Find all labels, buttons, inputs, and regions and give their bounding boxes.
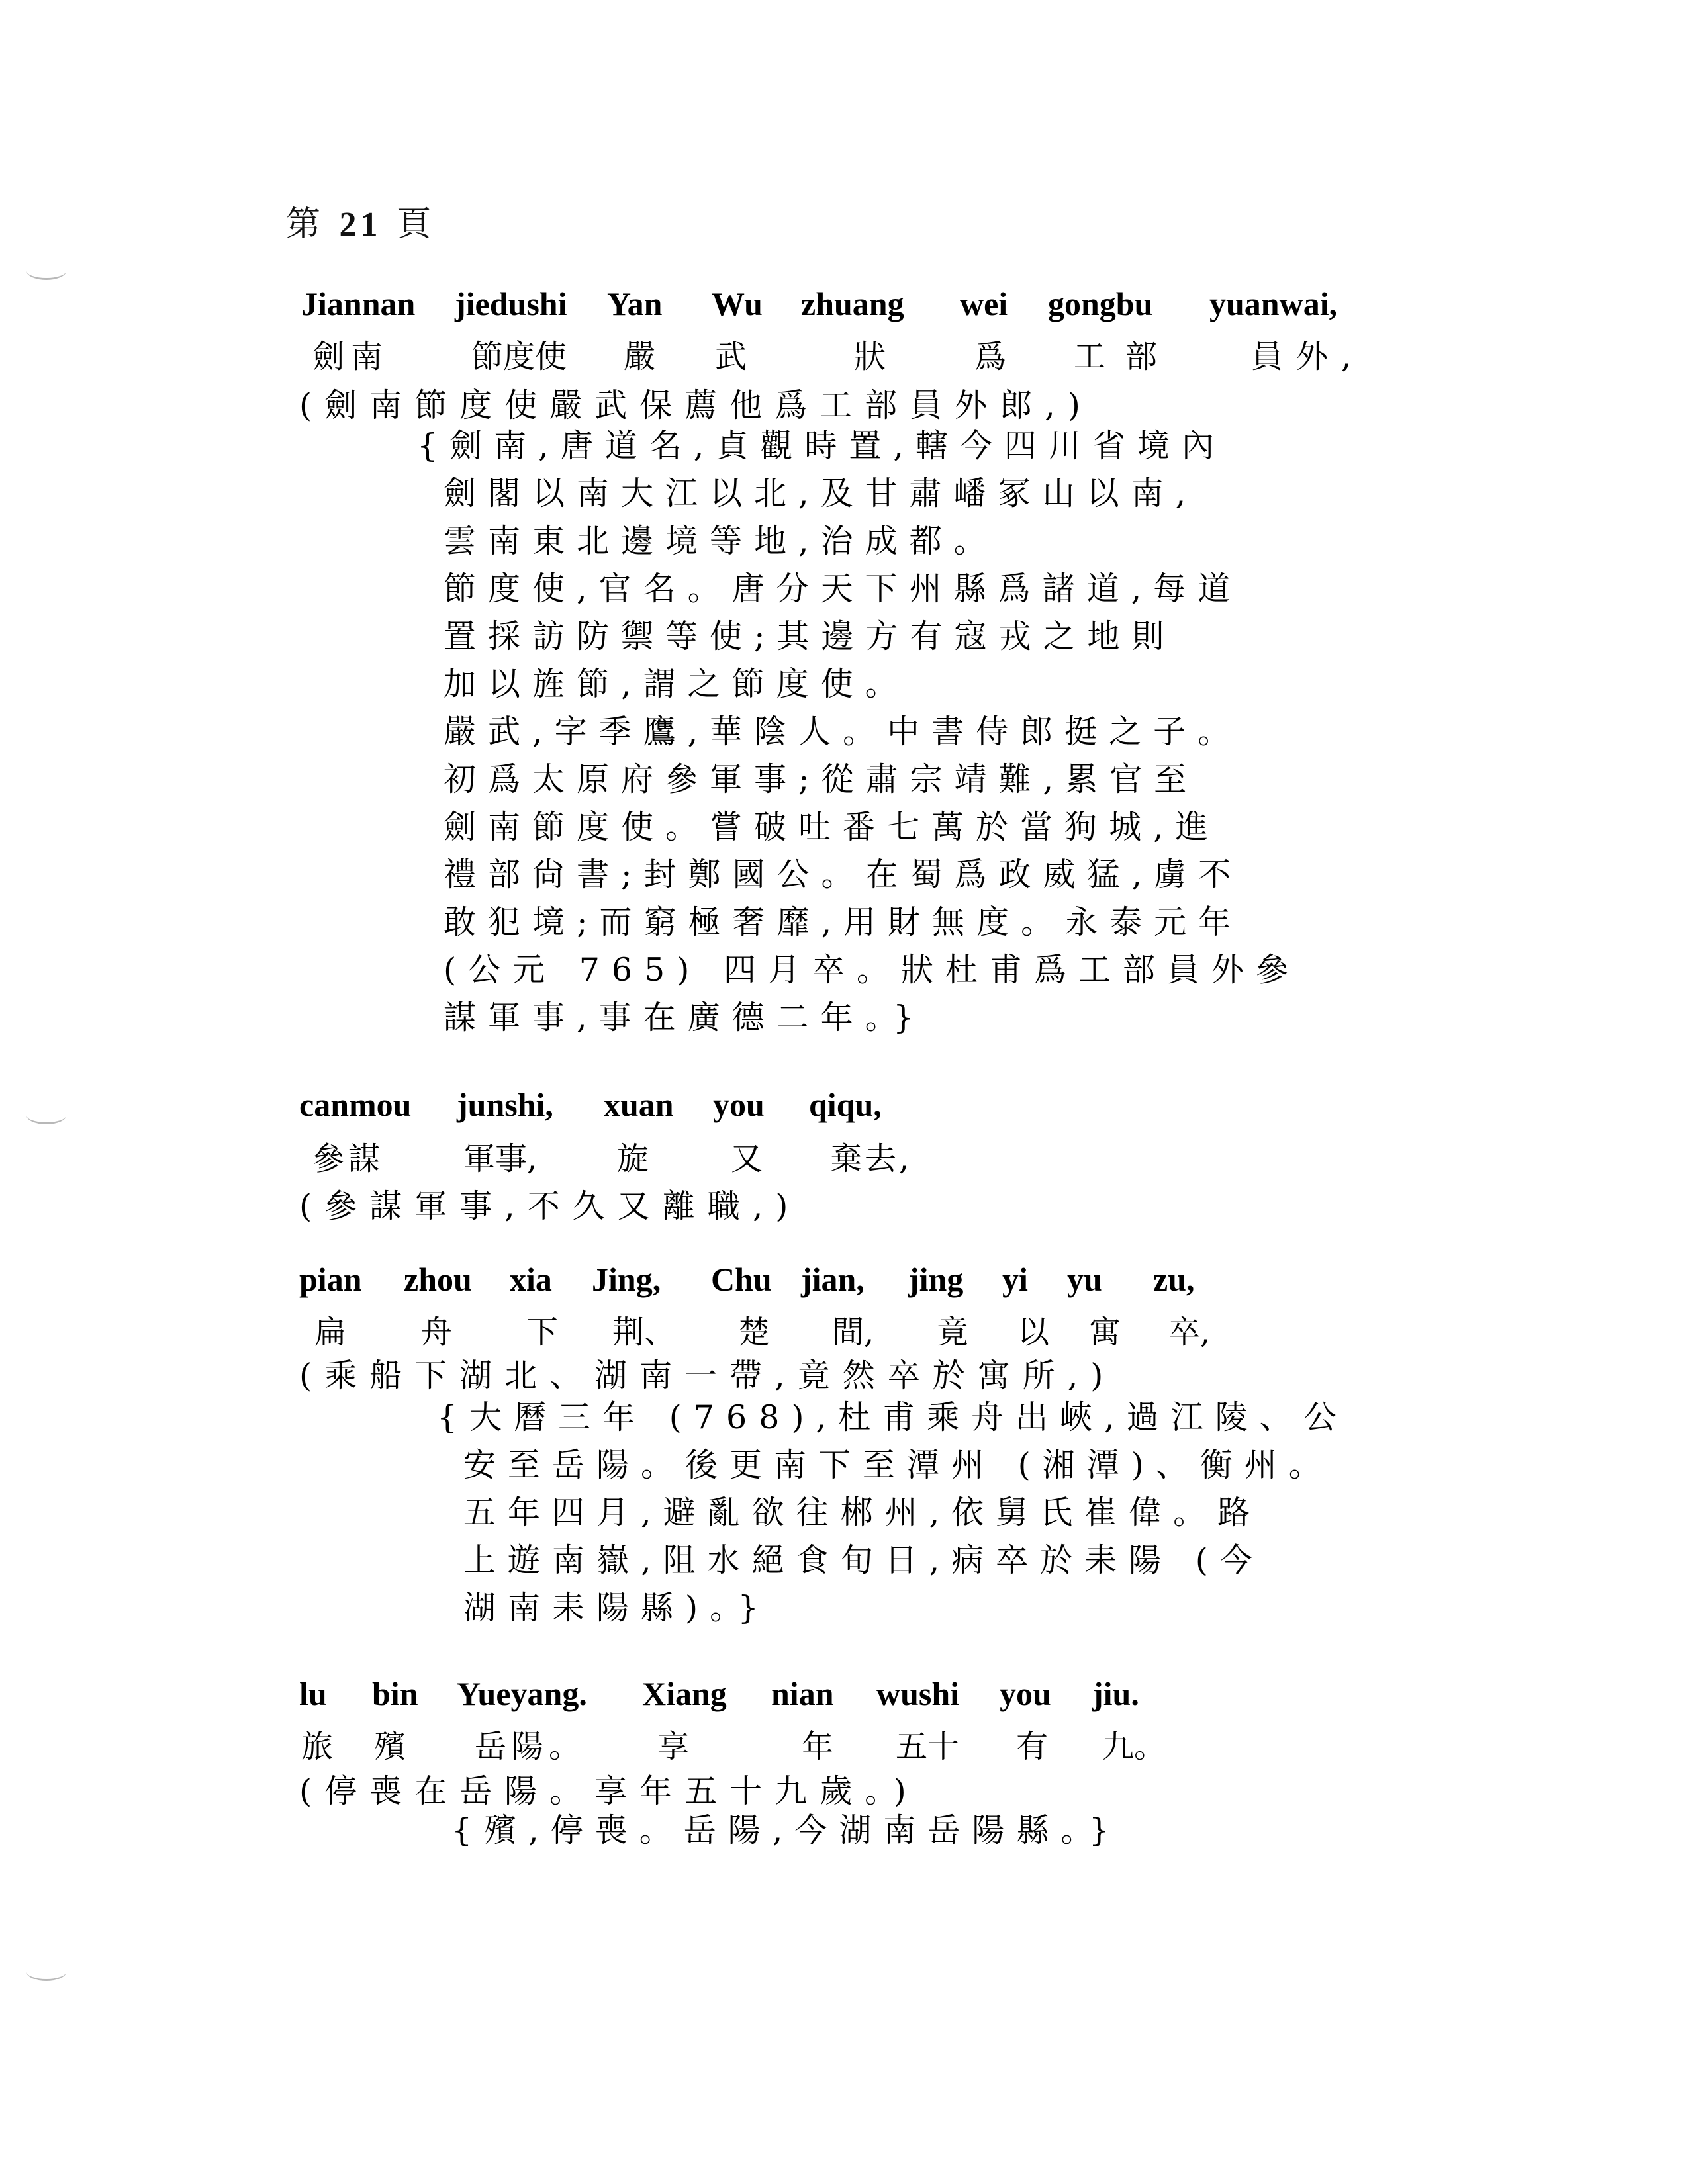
pinyin-syllable: jing <box>908 1261 964 1298</box>
hanzi-word: 殯 <box>374 1728 406 1765</box>
hanzi-word: 扁 <box>314 1314 347 1351</box>
pinyin-syllable: pian <box>299 1261 362 1298</box>
note-line: 敢犯境;而窮極奢靡,用財無度。永泰元年 <box>444 903 1243 941</box>
note-line: 上遊南嶽,阻水絕食旬日,病卒於耒陽 (今 <box>463 1541 1264 1579</box>
hanzi-word: 舟 <box>420 1314 453 1351</box>
note-line: 雲南東北邊境等地,治成都。 <box>444 522 998 560</box>
hanzi-word: 竟 <box>937 1314 969 1351</box>
pinyin-syllable: nian <box>771 1675 834 1712</box>
hanzi-word: 間, <box>832 1314 874 1351</box>
note-line: {殯,停喪。岳陽,今湖南岳陽縣。} <box>451 1811 1122 1849</box>
note-line: 初爲太原府參軍事;從肅宗靖難,累官至 <box>444 760 1199 798</box>
pinyin-syllable: Yan <box>607 285 663 322</box>
hanzi-word: 參謀 <box>312 1140 385 1177</box>
annotation-note <box>437 1394 1348 1632</box>
hanzi-word: 寓 <box>1089 1314 1121 1351</box>
hanzi-word: 軍事, <box>463 1140 538 1177</box>
hanzi-word: 爲 <box>974 338 1007 375</box>
hanzi-word: 節度使 <box>471 338 567 375</box>
hanzi-word: 五十 <box>896 1728 960 1765</box>
hanzi-word: 有 <box>1016 1728 1049 1765</box>
hanzi-word: 九。 <box>1102 1728 1166 1765</box>
hanzi-word: 享 <box>657 1728 690 1765</box>
pinyin-syllable: xuan <box>604 1086 674 1123</box>
pinyin-syllable: junshi, <box>457 1086 553 1123</box>
hanzi-word: 楚 <box>738 1314 771 1351</box>
hanzi-word: 狀 <box>854 338 886 375</box>
translation-line: (停喪在岳陽。享年五十九歲。) <box>299 1772 919 1810</box>
pinyin-syllable: Xiang <box>642 1675 727 1712</box>
note-line: 湖南耒陽縣)。} <box>463 1589 771 1627</box>
note-line: 安至岳陽。後更南下至潭州 (湘潭)、衡州。 <box>463 1446 1333 1484</box>
pinyin-syllable: lu <box>299 1675 327 1712</box>
pinyin-syllable: zhou <box>404 1261 472 1298</box>
hanzi-word: 旅 <box>301 1728 334 1765</box>
pinyin-syllable: canmou <box>299 1086 412 1123</box>
hanzi-word: 工部 <box>1074 338 1178 375</box>
pinyin-syllable: Jiannan <box>301 285 416 322</box>
note-line: (公元 765) 四月卒。狀杜甫爲工部員外參 <box>444 951 1300 989</box>
pinyin-syllable: Wu <box>712 285 763 322</box>
hanzi-word: 岳陽。 <box>475 1728 586 1765</box>
translation-line: (劍南節度使嚴武保薦他爲工部員外郎,) <box>299 387 1093 424</box>
hanzi-word: 卒, <box>1168 1314 1211 1351</box>
note-line: 劍閣以南大江以北,及甘肅嶓冢山以南, <box>444 475 1198 512</box>
note-line: 加以旌節,謂之節度使。 <box>444 665 910 703</box>
binder-hole-top <box>26 262 66 280</box>
hanzi-word: 下 <box>526 1314 559 1351</box>
hanzi-word: 棄去, <box>830 1140 912 1177</box>
note-line: 節度使,官名。唐分天下州縣爲諸道,每道 <box>444 570 1243 608</box>
pinyin-syllable: yuanwai, <box>1209 285 1338 322</box>
note-line: {劍南,唐道名,貞觀時置,轄今四川省境內 <box>417 427 1226 465</box>
pinyin-syllable: Chu <box>711 1261 772 1298</box>
pinyin-syllable: jiedushi <box>455 285 567 322</box>
pinyin-syllable: Jing, <box>592 1261 661 1298</box>
hanzi-word: 劍南 <box>312 338 390 375</box>
pinyin-syllable: wei <box>960 285 1008 322</box>
pinyin-syllable: bin <box>372 1675 418 1712</box>
pinyin-syllable: Yueyang. <box>457 1675 587 1712</box>
hanzi-word: 荆、 <box>612 1314 677 1351</box>
pinyin-syllable: qiqu, <box>809 1086 882 1123</box>
pinyin-syllable: jian, <box>801 1261 865 1298</box>
hanzi-word: 旋 <box>617 1140 649 1177</box>
pinyin-syllable: zu, <box>1153 1261 1195 1298</box>
note-line: 五年四月,避亂欲往郴州,依舅氏崔偉。路 <box>463 1494 1262 1531</box>
page-number-value: 21 <box>339 206 382 244</box>
page-number <box>286 196 435 246</box>
note-line: 謀軍事,事在廣德二年。} <box>444 999 926 1036</box>
note-line: 置採訪防禦等使;其邊方有寇戎之地則 <box>444 617 1176 655</box>
page-number-suffix: 頁 <box>397 205 436 244</box>
note-line: 劍南節度使。嘗破吐番七萬於當狗城,進 <box>444 808 1220 846</box>
pinyin-syllable: you <box>713 1086 765 1123</box>
pinyin-syllable: zhuang <box>801 285 904 322</box>
translation-line: (乘船下湖北、湖南一帶,竟然卒於寓所,) <box>299 1357 1116 1394</box>
hanzi-word: 員外, <box>1251 338 1365 375</box>
pinyin-syllable: gongbu <box>1048 285 1153 322</box>
hanzi-word: 又 <box>731 1140 763 1177</box>
binder-hole-bottom <box>26 1963 66 1981</box>
note-line: {大曆三年 (768),杜甫乘舟出峽,過江陵、公 <box>437 1398 1348 1436</box>
page-number-prefix: 第 <box>286 205 325 244</box>
annotation-note <box>417 422 1300 1042</box>
hanzi-word: 年 <box>802 1728 834 1765</box>
annotation-note <box>451 1807 1121 1854</box>
note-line: 嚴武,字季鷹,華陰人。中書侍郎挺之子。 <box>444 713 1243 751</box>
note-line: 禮部尙書;封鄭國公。在蜀爲政威猛,虜不 <box>444 856 1243 893</box>
pinyin-syllable: yi <box>1002 1261 1028 1298</box>
pinyin-syllable: yu <box>1067 1261 1102 1298</box>
pinyin-syllable: xia <box>510 1261 552 1298</box>
pinyin-syllable: you <box>1000 1675 1051 1712</box>
hanzi-word: 嚴 <box>624 338 656 375</box>
translation-line: (參謀軍事,不久又離職,) <box>299 1187 801 1225</box>
hanzi-word: 以 <box>1017 1314 1050 1351</box>
binder-hole-middle <box>26 1107 66 1124</box>
pinyin-syllable: jiu. <box>1092 1675 1139 1712</box>
hanzi-word: 武 <box>715 338 747 375</box>
pinyin-syllable: wushi <box>876 1675 960 1712</box>
